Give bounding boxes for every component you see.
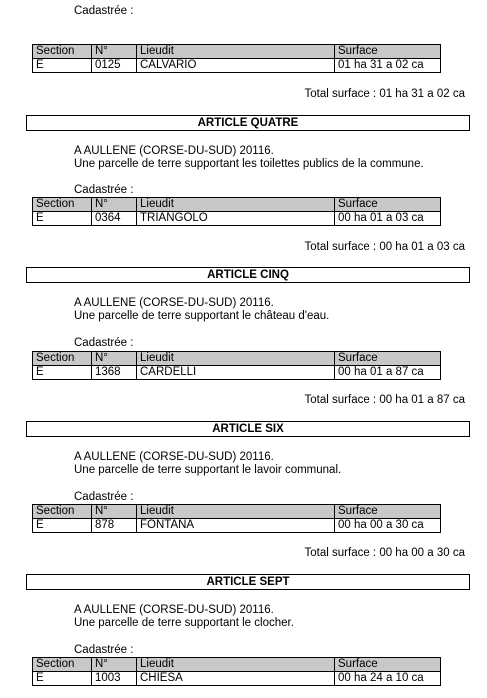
cell-numero: 878 [92,519,137,533]
cadastre-table [32,197,441,226]
article-title: ARTICLE CINQ [26,267,470,283]
total-surface: Total surface : 00 ha 01 a 03 ca [304,241,465,253]
header-lieudit: Lieudit [137,505,335,519]
header-lieudit: Lieudit [137,658,335,672]
cell-lieudit: TRIANGOLO [137,212,335,226]
cadastree-label: Cadastrée : [74,5,134,17]
table-row [33,212,441,226]
cadastre-table [32,351,441,380]
cell-lieudit: CHIESA [137,672,335,686]
table-header-row [33,658,441,672]
table-header-row [33,45,441,59]
article-location: A AULLENE (CORSE-DU-SUD) 20116. [74,451,274,463]
header-section: Section [33,505,92,519]
article-location: A AULLENE (CORSE-DU-SUD) 20116. [74,604,274,616]
header-section: Section [33,198,92,212]
header-numero: N° [92,352,137,366]
header-section: Section [33,658,92,672]
cell-numero: 1003 [92,672,137,686]
header-surface: Surface [335,505,441,519]
header-surface: Surface [335,658,441,672]
header-lieudit: Lieudit [137,45,335,59]
cell-numero: 0125 [92,59,137,73]
article-title: ARTICLE SEPT [26,574,470,590]
cell-lieudit: CALVARIO [137,59,335,73]
cell-section: E [33,672,92,686]
article-location: A AULLENE (CORSE-DU-SUD) 20116. [74,145,274,157]
cell-surface: 00 ha 01 a 87 ca [335,366,441,380]
article-description: Une parcelle de terre supportant le château d'eau. [74,310,330,322]
header-section: Section [33,45,92,59]
article-description: Une parcelle de terre supportant le lavoir communal. [74,464,342,476]
article-title: ARTICLE SIX [26,421,470,437]
table-row [33,59,441,73]
header-surface: Surface [335,352,441,366]
header-lieudit: Lieudit [137,352,335,366]
cadastre-table [32,44,441,73]
cell-section: E [33,212,92,226]
cell-lieudit: FONTANA [137,519,335,533]
total-surface: Total surface : 00 ha 01 a 87 ca [304,394,465,406]
cell-surface: 00 ha 00 a 30 ca [335,519,441,533]
total-surface: Total surface : 00 ha 00 a 30 ca [304,547,465,559]
cadastre-table [32,657,441,686]
cadastree-label: Cadastrée : [74,184,134,196]
header-lieudit: Lieudit [137,198,335,212]
cadastree-label: Cadastrée : [74,491,134,503]
cadastre-table [32,504,441,533]
article-description: Une parcelle de terre supportant le clocher. [74,617,294,629]
cell-surface: 00 ha 24 a 10 ca [335,672,441,686]
header-numero: N° [92,658,137,672]
total-surface: Total surface : 01 ha 31 a 02 ca [304,88,465,100]
table-header-row [33,198,441,212]
table-row [33,519,441,533]
article-location: A AULLENE (CORSE-DU-SUD) 20116. [74,297,274,309]
article-description: Une parcelle de terre supportant les toilettes publics de la commune. [74,158,424,170]
table-header-row [33,352,441,366]
table-row [33,366,441,380]
cell-numero: 0364 [92,212,137,226]
cell-surface: 01 ha 31 a 02 ca [335,59,441,73]
cell-surface: 00 ha 01 a 03 ca [335,212,441,226]
header-surface: Surface [335,45,441,59]
table-header-row [33,505,441,519]
header-numero: N° [92,505,137,519]
table-row [33,672,441,686]
article-title: ARTICLE QUATRE [26,115,470,131]
cell-numero: 1368 [92,366,137,380]
cell-section: E [33,366,92,380]
header-numero: N° [92,198,137,212]
cadastree-label: Cadastrée : [74,337,134,349]
header-surface: Surface [335,198,441,212]
cell-section: E [33,519,92,533]
cadastree-label: Cadastrée : [74,644,134,656]
header-numero: N° [92,45,137,59]
cell-section: E [33,59,92,73]
header-section: Section [33,352,92,366]
cell-lieudit: CARDELLI [137,366,335,380]
